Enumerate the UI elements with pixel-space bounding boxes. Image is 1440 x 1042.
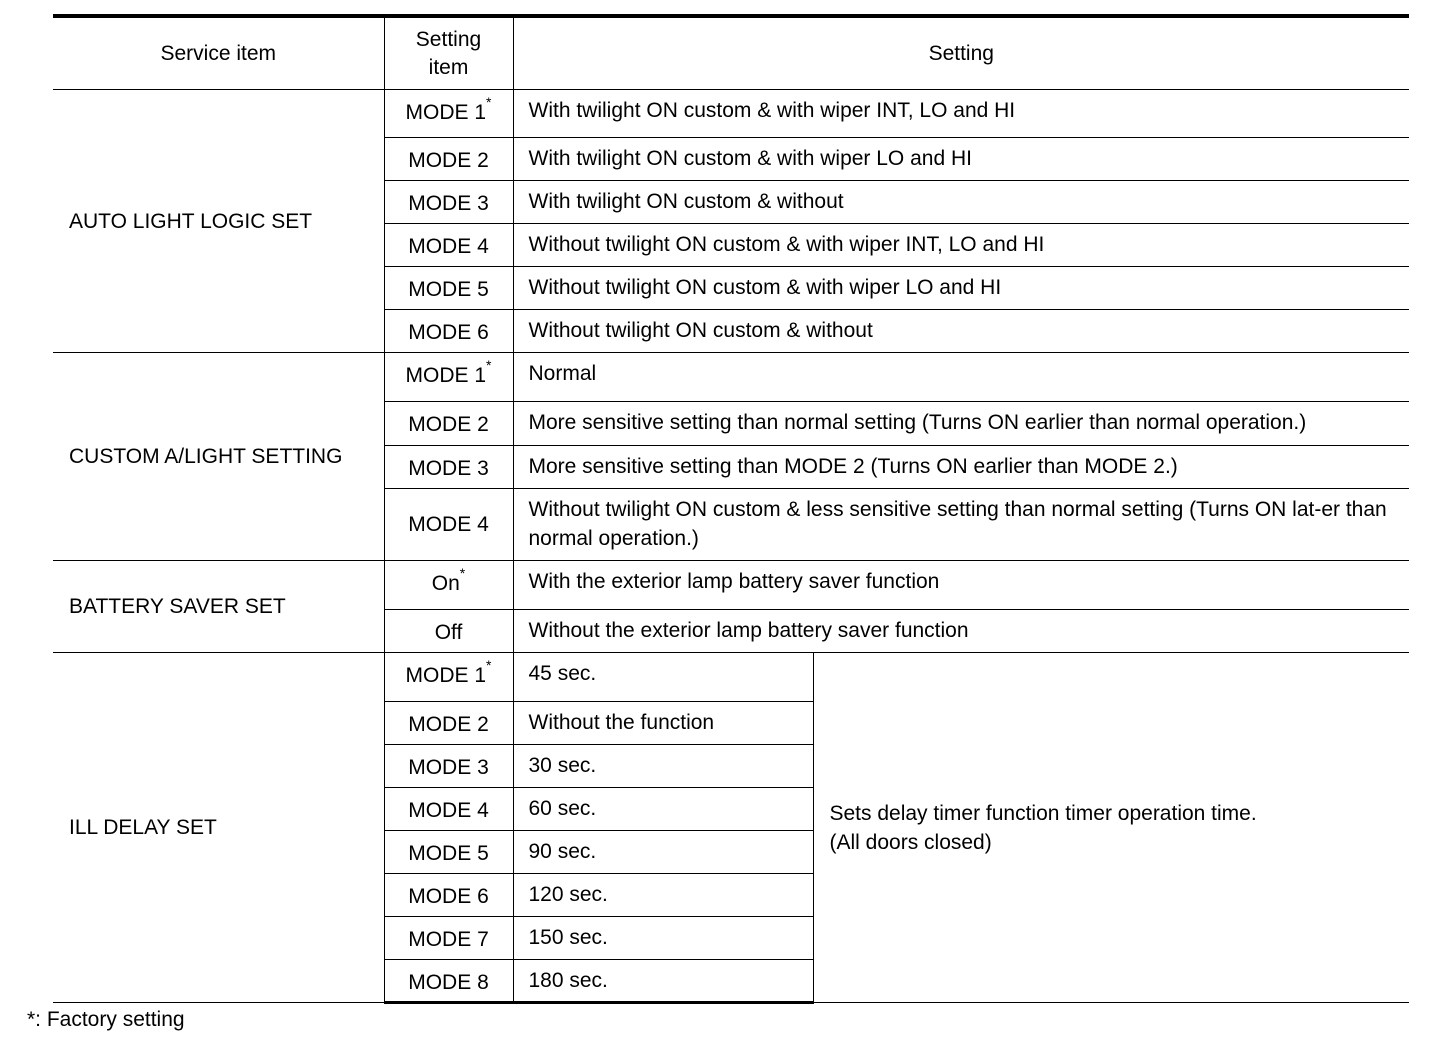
setting-item-cell: MODE 5 bbox=[384, 267, 513, 310]
header-service-item: Service item bbox=[53, 16, 384, 90]
setting-item-cell: MODE 1* bbox=[384, 353, 513, 402]
setting-description: With the exterior lamp battery saver function bbox=[513, 561, 1409, 610]
setting-item-cell: MODE 6 bbox=[384, 874, 513, 917]
table-row bbox=[53, 353, 1409, 402]
setting-item-cell: MODE 3 bbox=[384, 181, 513, 224]
setting-description: 120 sec. bbox=[513, 874, 813, 917]
service-settings-table bbox=[53, 14, 1409, 1004]
setting-description: Normal bbox=[513, 353, 1409, 402]
service-item-battery-saver: BATTERY SAVER SET bbox=[53, 561, 384, 653]
setting-description: 90 sec. bbox=[513, 831, 813, 874]
factory-setting-mark: * bbox=[486, 357, 492, 373]
setting-item-cell: MODE 4 bbox=[384, 489, 513, 561]
service-item-custom-alight: CUSTOM A/LIGHT SETTING bbox=[53, 353, 384, 561]
setting-item-cell: MODE 3 bbox=[384, 446, 513, 489]
setting-item-cell: MODE 4 bbox=[384, 224, 513, 267]
setting-item-cell: MODE 4 bbox=[384, 788, 513, 831]
ill-delay-note-line2: (All doors closed) bbox=[829, 830, 992, 854]
setting-description: Without the exterior lamp battery saver function bbox=[513, 610, 1409, 653]
setting-description: Without the function bbox=[513, 702, 813, 745]
setting-description: Without twilight ON custom & with wiper INT, LO and HI bbox=[513, 224, 1409, 267]
setting-item-cell: MODE 8 bbox=[384, 960, 513, 1003]
setting-item-cell: MODE 6 bbox=[384, 310, 513, 353]
setting-description: With twilight ON custom & with wiper LO and HI bbox=[513, 138, 1409, 181]
setting-description: With twilight ON custom & with wiper INT, LO and HI bbox=[513, 90, 1409, 138]
factory-setting-mark: * bbox=[486, 657, 492, 673]
setting-description: More sensitive setting than normal setting (Turns ON earlier than normal operation.) bbox=[513, 402, 1409, 446]
footnote-factory-setting: *: Factory setting bbox=[27, 1008, 185, 1031]
service-item-auto-light-logic: AUTO LIGHT LOGIC SET bbox=[53, 90, 384, 353]
setting-item-cell: MODE 2 bbox=[384, 402, 513, 446]
header-setting: Setting bbox=[513, 16, 1409, 90]
setting-description: 30 sec. bbox=[513, 745, 813, 788]
setting-description: 60 sec. bbox=[513, 788, 813, 831]
setting-item-cell: MODE 2 bbox=[384, 702, 513, 745]
header-setting-item: Setting item bbox=[384, 16, 513, 90]
setting-description: Without twilight ON custom & with wiper LO and HI bbox=[513, 267, 1409, 310]
setting-item-cell: MODE 5 bbox=[384, 831, 513, 874]
ill-delay-note bbox=[813, 653, 1409, 1003]
setting-item-cell: MODE 7 bbox=[384, 917, 513, 960]
setting-description: 45 sec. bbox=[513, 653, 813, 702]
setting-description: 150 sec. bbox=[513, 917, 813, 960]
factory-setting-mark: * bbox=[459, 565, 466, 581]
service-item-ill-delay: ILL DELAY SET bbox=[53, 653, 384, 1003]
ill-delay-note-line1: Sets delay timer function timer operation time. bbox=[829, 801, 1257, 825]
table-header-row bbox=[53, 16, 1409, 90]
setting-item-cell: MODE 1* bbox=[384, 90, 513, 138]
setting-item-cell: MODE 1* bbox=[384, 653, 513, 702]
table-row bbox=[53, 561, 1409, 610]
table-row bbox=[53, 90, 1409, 138]
setting-description: With twilight ON custom & without bbox=[513, 181, 1409, 224]
setting-item-cell: On* bbox=[384, 561, 513, 610]
factory-setting-mark: * bbox=[486, 94, 492, 110]
table-row bbox=[53, 653, 1409, 702]
setting-description: More sensitive setting than MODE 2 (Turns ON earlier than MODE 2.) bbox=[513, 446, 1409, 489]
setting-item-cell: Off bbox=[384, 610, 513, 653]
setting-item-cell: MODE 3 bbox=[384, 745, 513, 788]
setting-description: Without twilight ON custom & less sensitive setting than normal setting (Turns ON lat-er than normal operation.) bbox=[513, 489, 1409, 561]
setting-description: Without twilight ON custom & without bbox=[513, 310, 1409, 353]
setting-description: 180 sec. bbox=[513, 960, 813, 1003]
setting-item-cell: MODE 2 bbox=[384, 138, 513, 181]
